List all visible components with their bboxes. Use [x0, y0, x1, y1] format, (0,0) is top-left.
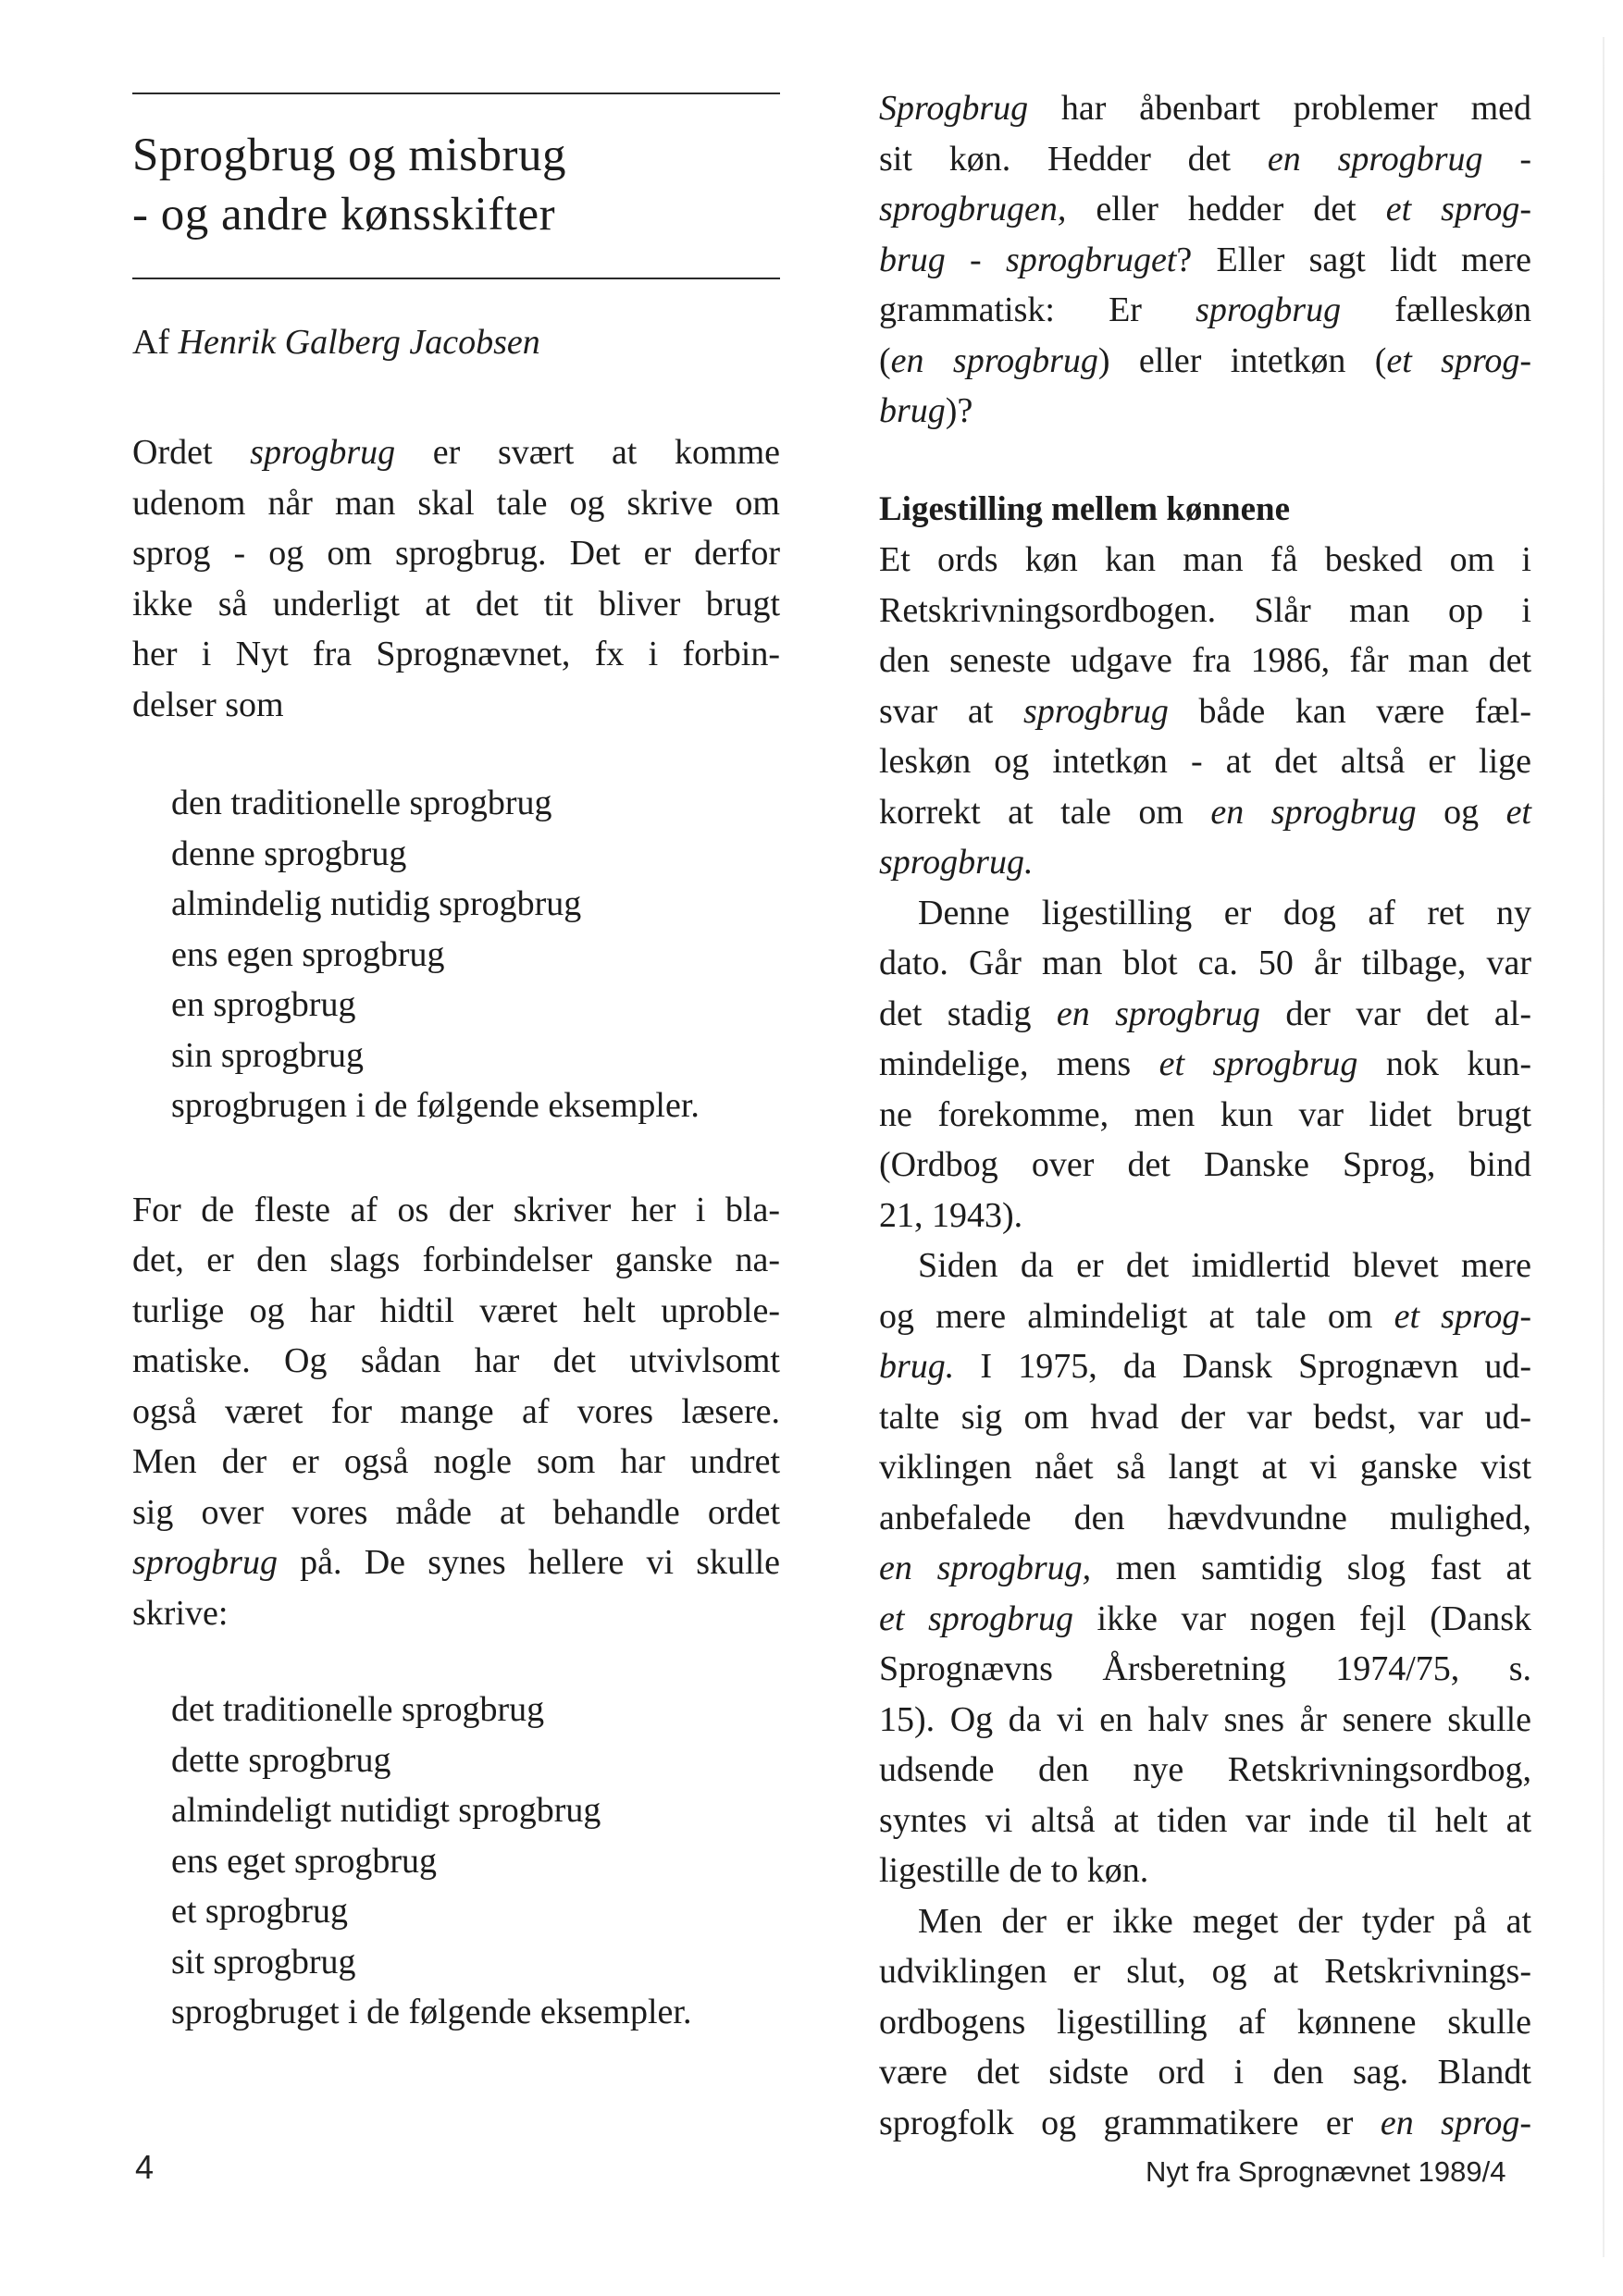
right-paragraph-2 [879, 535, 1531, 888]
text-line: matiske. Og sådan har det utvivlsomt [132, 1341, 780, 1380]
page-number: 4 [135, 2148, 155, 2186]
example-item: sprogbruget i de følgende eksempler. [171, 1993, 692, 2031]
text-line: Denne ligestilling er dog af ret ny [918, 893, 1531, 932]
byline-prefix: Af [132, 323, 179, 362]
italic-term: sprogbrugen, [879, 190, 1067, 228]
right-paragraph-5 [879, 1896, 1531, 2149]
example-item: det traditionelle sprogbrug [171, 1690, 545, 1729]
text-line: Siden da er det imidlertid blevet mere [918, 1246, 1531, 1285]
italic-term: en sprogbrug, [879, 1549, 1092, 1587]
right-column [879, 83, 1531, 2148]
italic-term: sprogbrug [132, 1543, 278, 1582]
left-column [132, 93, 780, 2092]
example-item: sprogbrugen i de følgende eksempler. [171, 1086, 700, 1125]
text-line: Ordet sprogbrug er svært at komme [132, 433, 780, 472]
italic-term: Sprogbrug [879, 89, 1029, 128]
text-line: det, er den slags forbindelser ganske na- [132, 1241, 780, 1279]
example-item: denne sprogbrug [171, 833, 407, 873]
example-item: den traditionelle sprogbrug [171, 784, 552, 822]
text-line: Sprogbrug har åbenbart problemer med [879, 89, 1531, 128]
italic-term: en sprogbrug [1056, 994, 1261, 1033]
example-item: almindeligt nutidigt sprogbrug [171, 1791, 601, 1830]
text-line: sprog - og om sprogbrug. Det er derfor [132, 534, 780, 573]
text-line: (en sprogbrug) eller intetkøn (et sprog- [879, 340, 1531, 380]
text-line: grammatisk: Er sprogbrug fælleskøn [879, 290, 1531, 329]
left-paragraph-1 [132, 427, 780, 730]
text-line: ligestille de to køn. [879, 1851, 1149, 1890]
byline [132, 320, 780, 364]
text-line: svar at sprogbrug både kan være fæl- [879, 691, 1531, 731]
text-line: talte sig om hvad der var bedst, var ud- [879, 1397, 1531, 1437]
text-line: turlige og har hidtil været helt uproble- [132, 1290, 780, 1330]
text-line: sprogbrug på. De synes hellere vi skulle [132, 1543, 780, 1582]
italic-term: brug. [879, 1347, 955, 1386]
title-line-2: - og andre kønsskifter [132, 189, 556, 241]
example-item: sit sprogbrug [171, 1942, 356, 1981]
text-line: sprogbrugen, eller hedder det et sprog- [879, 190, 1532, 228]
italic-term: et sprog- [1386, 340, 1531, 380]
journal-issue: Nyt fra Sprognævnet 1989/4 [1146, 2155, 1506, 2188]
text-line: sprogfolk og grammatikere er en sprog- [879, 2103, 1532, 2142]
text-line: mindelige, mens et sprogbrug nok kun- [879, 1044, 1531, 1083]
italic-term: en sprogbrug - [1267, 139, 1532, 179]
text-line: syntes vi altså at tiden var inde til helt at [879, 1800, 1531, 1840]
italic-term: et sprogbrug [1158, 1044, 1358, 1083]
text-line: ikke så underligt at det tit bliver brugt [132, 584, 780, 623]
italic-term: et sprog- [1394, 1296, 1531, 1336]
text-line: anbefalede den hævdvundne mulighed, [879, 1498, 1531, 1537]
text-line: udenom når man skal tale og skrive om [132, 483, 780, 523]
italic-term: et sprog- [1385, 190, 1532, 228]
text-line: Sprognævns Årsberetning 1974/75, s. [879, 1649, 1531, 1688]
text-line: 15). Og da vi en halv snes år senere skulle [879, 1699, 1531, 1739]
right-paragraph-1 [879, 83, 1531, 437]
text-line: udviklingen er slut, og at Retskrivnings- [879, 1952, 1531, 1991]
text-line: Et ords køn kan man få besked om i [879, 540, 1531, 579]
text-line: et sprogbrug ikke var nogen fejl (Dansk [879, 1599, 1531, 1638]
text-line: Men der er også nogle som har undret [132, 1442, 780, 1481]
text-line: For de fleste af os der skriver her i bla- [132, 1190, 780, 1229]
example-item: ens egen sprogbrug [171, 934, 445, 974]
text-line: delser som [132, 685, 284, 724]
section-heading: Ligestilling mellem kønnene [879, 489, 1290, 528]
text-line: Retskrivningsordbogen. Slår man op i [879, 590, 1531, 630]
text-line: (Ordbog over det Danske Sprog, bind [879, 1145, 1531, 1184]
text-line: ne forekomme, men kun var lidet brugt [879, 1094, 1531, 1134]
example-item: et sprogbrug [171, 1892, 349, 1931]
text-line: Men der er ikke meget der tyder på at [918, 1901, 1531, 1941]
italic-term: sprogbrug [1196, 290, 1342, 329]
text-line: en sprogbrug, men samtidig slog fast at [879, 1549, 1531, 1587]
text-line [879, 837, 1531, 888]
text-line: sig over vores måde at behandle ordet [132, 1492, 780, 1532]
example-item: en sprogbrug [171, 985, 356, 1024]
text-line: dato. Går man blot ca. 50 år tilbage, var [879, 944, 1531, 982]
title-bottom-rule [132, 278, 780, 279]
example-list-neuter-gender [171, 1685, 780, 2038]
text-line: også været for mange af vores læsere. [132, 1391, 780, 1431]
text-line: brug. I 1975, da Dansk Sprognævn ud- [879, 1347, 1531, 1386]
example-item: sin sprogbrug [171, 1035, 364, 1075]
scan-edge-shadow [1603, 37, 1604, 2257]
italic-term: et sprogbrug [879, 1599, 1073, 1638]
italic-term: en sprog- [1380, 2103, 1532, 2142]
right-paragraph-4 [879, 1241, 1531, 1896]
left-paragraph-2 [132, 1185, 780, 1639]
italic-term: et [1505, 792, 1531, 832]
italic-term: sprogbrug [1022, 691, 1169, 731]
italic-term: brug - sprogbruget [879, 240, 1177, 279]
text-line: brug - sprogbruget? Eller sagt lidt mere [879, 240, 1532, 279]
text-line: korrekt at tale om en sprogbrug og et [879, 792, 1531, 832]
text-line: det stadig en sprogbrug der var det al- [879, 994, 1531, 1033]
text-line: leskøn og intetkøn - at det altså er lige [879, 742, 1531, 781]
text-line: 21, 1943). [879, 1195, 1023, 1235]
italic-term: sprogbrug [250, 433, 396, 472]
text-line: brug)? [879, 391, 973, 430]
text-line: ordbogens ligestilling af kønnene skulle [879, 2002, 1531, 2042]
right-paragraph-3 [879, 888, 1531, 1241]
article-title [132, 126, 780, 244]
text-line: her i Nyt fra Sprognævnet, fx i forbin- [132, 635, 780, 673]
title-line-1: Sprogbrug og misbrug [132, 130, 566, 181]
text-line: være det sidste ord i den sag. Blandt [879, 2053, 1531, 2092]
text-line: viklingen nået så langt at vi ganske vist [879, 1448, 1531, 1487]
example-item: almindelig nutidig sprogbrug [171, 884, 582, 923]
text-line: skrive: [132, 1593, 229, 1633]
title-top-rule [132, 93, 780, 94]
text-line: og mere almindeligt at tale om et sprog- [879, 1296, 1531, 1336]
byline-author: Henrik Galberg Jacobsen [178, 323, 540, 362]
example-list-common-gender [171, 778, 780, 1131]
example-item: dette sprogbrug [171, 1740, 391, 1780]
example-item: ens eget sprogbrug [171, 1841, 438, 1881]
italic-term: brug [879, 391, 946, 430]
italic-term: en sprogbrug [1210, 792, 1417, 832]
text-line: sit køn. Hedder det en sprogbrug - [879, 139, 1532, 179]
italic-term: sprogbrug. [879, 843, 1034, 882]
text-line: den seneste udgave fra 1986, får man det [879, 641, 1531, 680]
text-line: udsende den nye Retskrivningsordbog, [879, 1750, 1531, 1789]
italic-term: en sprogbrug [890, 340, 1098, 380]
